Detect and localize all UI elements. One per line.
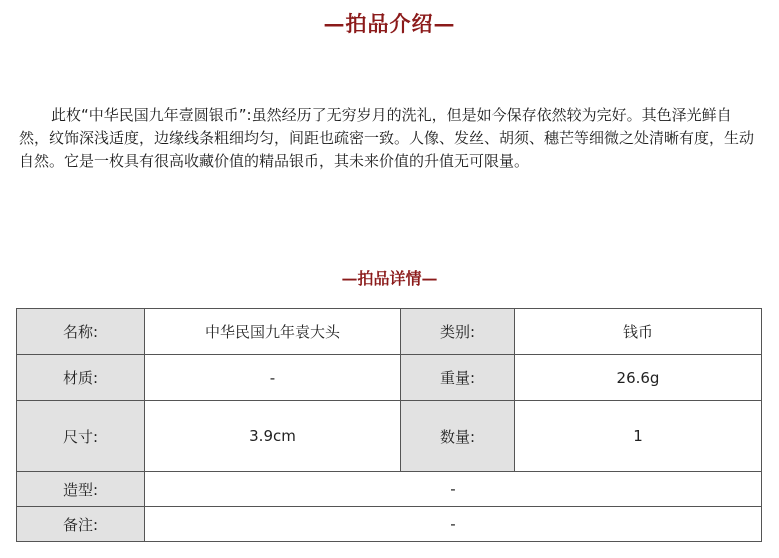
name-label: 名称: [17, 309, 145, 355]
size-value: 3.9cm [145, 401, 401, 472]
note-label: 备注: [17, 507, 145, 542]
table-row [17, 309, 762, 355]
details-title: —拍品详情— [341, 269, 438, 288]
table-row [17, 355, 762, 401]
name-value: 中华民国九年袁大头 [145, 309, 401, 355]
category-label: 类别: [401, 309, 515, 355]
style-label: 造型: [17, 472, 145, 507]
material-label: 材质: [17, 355, 145, 401]
material-value: - [145, 355, 401, 401]
category-value: 钱币 [515, 309, 762, 355]
note-value: - [145, 507, 762, 542]
weight-value: 26.6g [515, 355, 762, 401]
quantity-label: 数量: [401, 401, 515, 472]
page-title: —拍品介绍— [323, 11, 456, 36]
size-label: 尺寸: [17, 401, 145, 472]
table-row [17, 472, 762, 507]
quantity-value: 1 [515, 401, 762, 472]
intro-paragraph [19, 104, 761, 173]
table-row [17, 507, 762, 542]
details-table [16, 308, 762, 542]
weight-label: 重量: [401, 355, 515, 401]
table-row [17, 401, 762, 472]
intro-text: 此枚“中华民国九年壹圆银币”:虽然经历了无穷岁月的洗礼，但是如今保存依然较为完好。其色泽光鲜自然，纹饰深浅适度，边缘线条粗细均匀，间距也疏密一致。人像、发丝、胡须、穗芒等细微之处清晰有度，生动自然。它是一枚具有很高收藏价值的精品银币，其未来价值的升值无可限量。 [19, 106, 755, 170]
style-value: - [145, 472, 762, 507]
